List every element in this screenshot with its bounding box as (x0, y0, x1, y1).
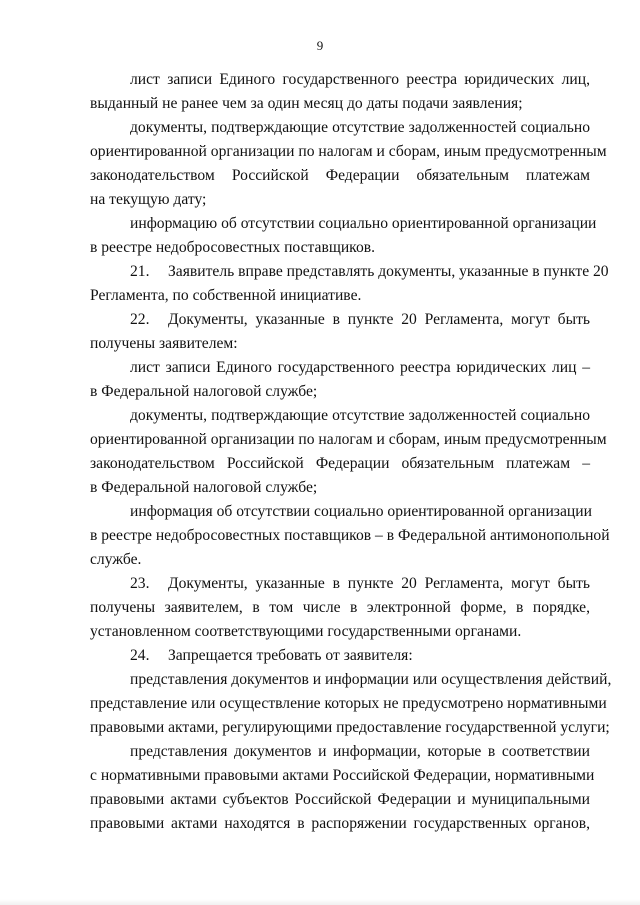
text-line: документы, подтверждающие отсутствие задолженностей социально (130, 119, 590, 136)
item-number-23: 23. (130, 575, 150, 592)
text-line: Заявитель вправе представлять документы, указанные в пункте 20 (168, 263, 609, 280)
text-line: на текущую дату; (90, 191, 207, 208)
paragraph-21-line (130, 262, 609, 282)
text-line: ориентированной организации по налогам и сборам, иным предусмотренным (90, 143, 607, 160)
item-number-24: 24. (130, 647, 150, 664)
text-line: получены заявителем: (90, 335, 238, 352)
text-line: службе. (90, 551, 142, 568)
text-line: Запрещается требовать от заявителя: (168, 647, 413, 664)
text-line: ориентированной организации по налогам и сборам, иным предусмотренным (90, 431, 607, 448)
text-line: правовыми актами находятся в распоряжении государственных органов, (90, 815, 590, 832)
item-number-22: 22. (130, 311, 150, 328)
text-line: в реестре недобросовестных поставщиков. (90, 239, 376, 256)
text-line: Регламента, по собственной инициативе. (90, 287, 362, 304)
text-line: в Федеральной налоговой службе; (90, 383, 318, 400)
text-line: информация об отсутствии социально ориентированной организации (130, 503, 592, 520)
text-line: представления документов и информации, которые в соответствии (130, 743, 590, 760)
text-line: информацию об отсутствии социально ориентированной организации (130, 215, 597, 232)
text-line: Документы, указанные в пункте 20 Регламента, могут быть (168, 575, 590, 592)
text-line: законодательством Российской Федерации обязательным платежам – (90, 455, 590, 472)
text-line: установленном соответствующими государственными органами. (90, 623, 522, 640)
text-line: правовыми актами, регулирующими предоставление государственной услуги; (90, 719, 610, 736)
text-line: документы, подтверждающие отсутствие задолженностей социально (130, 407, 590, 424)
paragraph-24-line (130, 646, 590, 666)
scan-edge (0, 899, 640, 905)
text-line: в Федеральной налоговой службе; (90, 479, 318, 496)
text-line: лист записи Единого государственного реестра юридических лиц – (130, 359, 590, 376)
page-number: 9 (316, 38, 324, 53)
text-line: в реестре недобросовестных поставщиков – в Федеральной антимонопольной (90, 527, 610, 544)
text-line: представления документов и информации или осуществления действий, (130, 671, 612, 688)
paragraph-23-line (130, 574, 590, 594)
text-line: Документы, указанные в пункте 20 Регламента, могут быть (168, 311, 590, 328)
text-line: выданный не ранее чем за один месяц до даты подачи заявления; (90, 95, 523, 112)
text-line: законодательством Российской Федерации обязательным платежам (90, 167, 590, 184)
text-line: лист записи Единого государственного реестра юридических лиц, (130, 71, 590, 88)
text-line: представление или осуществление которых не предусмотрено нормативными (90, 695, 607, 712)
paragraph-22-line (130, 310, 590, 330)
text-line: правовыми актами субъектов Российской Федерации и муниципальными (90, 791, 590, 808)
text-line: с нормативными правовыми актами Российской Федерации, нормативными (90, 767, 595, 784)
item-number-21: 21. (130, 263, 150, 280)
text-line: получены заявителем, в том числе в электронной форме, в порядке, (90, 599, 590, 616)
